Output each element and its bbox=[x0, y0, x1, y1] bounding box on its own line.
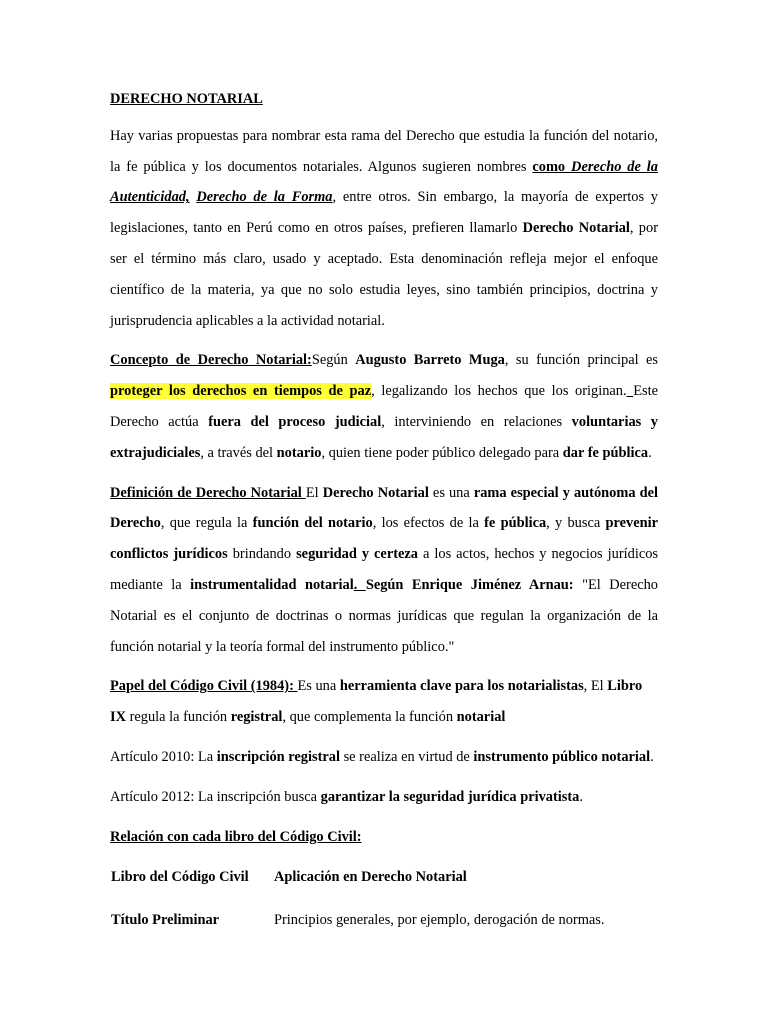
text-bold: registral bbox=[230, 709, 283, 726]
author-name: Augusto Barreto Muga bbox=[355, 352, 505, 369]
paragraph-articulo-2010 bbox=[110, 742, 658, 773]
text-bold: garantizar la seguridad jurídica privatista bbox=[320, 788, 580, 805]
text: a los actos, hechos y negocios jurídicos mediante la bbox=[110, 546, 659, 593]
text: . bbox=[648, 444, 652, 461]
text: es una bbox=[428, 484, 474, 501]
text-bold: seguridad y certeza bbox=[296, 546, 418, 563]
section-label-definicion: Definición de Derecho Notarial bbox=[110, 484, 306, 501]
text: . bbox=[353, 576, 366, 593]
text: regula la función bbox=[126, 709, 231, 726]
paragraph-definicion bbox=[110, 478, 658, 663]
text: El bbox=[305, 484, 323, 501]
section-label-concepto: Concepto de Derecho Notarial: bbox=[110, 352, 312, 369]
text-bold: dar fe pública bbox=[562, 444, 649, 461]
text: Artículo 2012: La inscripción busca bbox=[110, 788, 321, 805]
text: , que regula la bbox=[160, 515, 253, 532]
author-name: Según Enrique Jiménez Arnau: bbox=[365, 576, 574, 593]
text: , que complementa la función bbox=[282, 709, 457, 726]
text: , y busca bbox=[546, 515, 606, 532]
table-header-cell: Libro del Código Civil bbox=[111, 869, 249, 885]
text-bold: función del notario bbox=[252, 515, 373, 532]
text-bold: rama especial y autónoma del Derecho bbox=[110, 484, 659, 532]
table-cell: Título Preliminar bbox=[111, 912, 220, 928]
text-bold: Derecho Notarial bbox=[322, 484, 429, 501]
text: Este Derecho actúa bbox=[110, 383, 658, 430]
document-body bbox=[110, 84, 658, 861]
text: , quien tiene poder público delegado para bbox=[321, 444, 563, 461]
paragraph-concepto bbox=[110, 345, 658, 468]
text-bold: notarial bbox=[456, 709, 506, 726]
text: Según bbox=[311, 352, 356, 369]
text: , legalizando los hechos que los originan. bbox=[371, 383, 627, 400]
text-bold: fuera del proceso judicial bbox=[208, 413, 382, 430]
text: . bbox=[579, 788, 583, 805]
table-header-row bbox=[110, 869, 670, 893]
section-label-codigo-civil: Papel del Código Civil (1984): bbox=[110, 678, 298, 695]
text-bold: notario bbox=[276, 444, 322, 461]
term-forma: Derecho de la Forma bbox=[196, 189, 333, 206]
text: , interviniendo en relaciones bbox=[381, 413, 572, 430]
text: , por ser el término más claro, usado y aceptado. Esta denominación refleja mejor el enfoque científico de la materia, ya que no solo estudia leyes, sino también principios, doctrina y jurisprudencia aplicables a la actividad notarial. bbox=[110, 220, 658, 329]
text-bold-underline: como bbox=[532, 158, 572, 175]
text: , a través del bbox=[200, 444, 277, 461]
table-row bbox=[110, 912, 670, 936]
quote: "El Derecho Notarial es el conjunto de doctrinas o normas jurídicas que regulan la organización de la función notarial y la teoría formal del instrumento público." bbox=[110, 576, 658, 655]
text: , entre otros. Sin embargo, la mayoría de expertos y legislaciones, tanto en Perú como en otros países, prefieren llamarlo bbox=[110, 189, 658, 237]
text-bold: inscripción registral bbox=[216, 748, 340, 765]
text: . bbox=[650, 748, 654, 765]
text-bold: herramienta clave para los notarialistas bbox=[339, 678, 584, 695]
text-bold: instrumentalidad notarial bbox=[190, 576, 354, 593]
table-header-cell: Aplicación en Derecho Notarial bbox=[274, 869, 467, 885]
text-bold: prevenir conflictos jurídicos bbox=[110, 515, 658, 563]
text-bold: Libro IX bbox=[110, 678, 643, 726]
paragraph-codigo-civil bbox=[110, 671, 658, 733]
text-bold: instrumento público notarial bbox=[473, 748, 651, 765]
text: , los efectos de la bbox=[372, 515, 485, 532]
text: brindando bbox=[227, 546, 297, 563]
term-derecho-notarial: Derecho Notarial bbox=[522, 220, 630, 237]
paragraph-articulo-2012 bbox=[110, 782, 658, 813]
text: Hay varias propuestas para nombrar esta rama del Derecho que estudia la función del notario, la fe pública y los documentos notariales. Algunos sugieren nombres bbox=[110, 127, 658, 175]
text: Es una bbox=[297, 678, 340, 695]
section-heading-relacion: Relación con cada libro del Código Civil: bbox=[110, 828, 362, 845]
text: se realiza en virtud de bbox=[339, 748, 474, 765]
highlighted-text: proteger los derechos en tiempos de paz bbox=[110, 383, 372, 400]
text-bold: fe pública bbox=[484, 515, 547, 532]
table-cell: Principios generales, por ejemplo, derogación de normas. bbox=[274, 912, 605, 928]
document-title: DERECHO NOTARIAL bbox=[110, 91, 263, 107]
text-bold: voluntarias y extrajudiciales bbox=[110, 413, 658, 461]
text: Artículo 2010: La bbox=[110, 748, 217, 765]
term-autenticidad: Derecho de la Autenticidad, bbox=[110, 158, 658, 206]
text: , El bbox=[583, 678, 608, 695]
text: , su función principal es bbox=[504, 352, 658, 369]
paragraph-intro bbox=[110, 121, 658, 337]
